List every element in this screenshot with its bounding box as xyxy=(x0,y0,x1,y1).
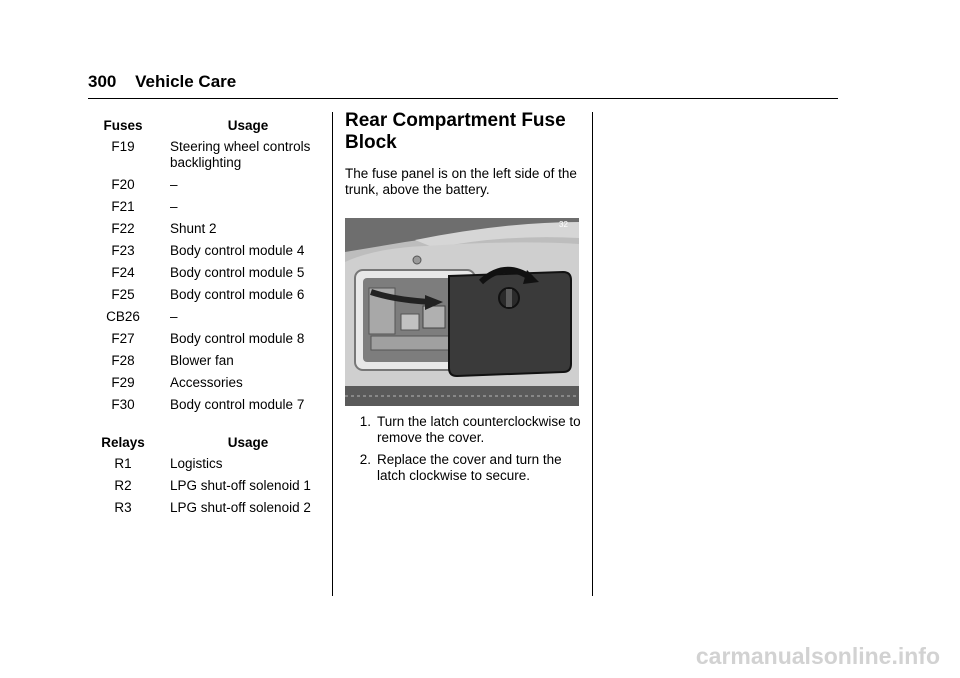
fuse-usage: Shunt 2 xyxy=(170,221,217,236)
table-row xyxy=(88,221,328,237)
fuse-id: F28 xyxy=(111,353,135,368)
table-row xyxy=(88,353,328,369)
relay-usage: LPG shut-off solenoid 2 xyxy=(170,500,311,515)
relays-col-header: Relays xyxy=(101,435,145,450)
fuse-usage: Accessories xyxy=(170,375,243,390)
fuse-id: CB26 xyxy=(106,309,140,324)
rear-fuse-section xyxy=(345,110,583,490)
fuse-usage: Blower fan xyxy=(170,353,234,368)
fuse-usage: Body control module 6 xyxy=(170,287,305,302)
table-row xyxy=(88,331,328,347)
step-text: Turn the latch counterclockwise to remove the cover. xyxy=(377,414,581,445)
table-row xyxy=(88,375,328,391)
intro-text: The fuse panel is on the left side of the trunk, above the battery. xyxy=(345,166,577,197)
list-item xyxy=(345,414,583,446)
list-item xyxy=(345,452,583,484)
table-row xyxy=(88,500,328,516)
fuse-id: F20 xyxy=(111,177,135,192)
fuse-cover-illustration xyxy=(345,218,579,406)
fuse-id: F29 xyxy=(111,375,135,390)
table-row xyxy=(88,139,328,171)
table-row xyxy=(88,243,328,259)
table-row xyxy=(88,265,328,281)
header-rule xyxy=(88,98,838,99)
fuse-column xyxy=(88,112,328,522)
fuse-usage: Body control module 7 xyxy=(170,397,305,412)
page-header xyxy=(88,72,236,92)
fuse-usage: Body control module 5 xyxy=(170,265,305,280)
fuse-usage: – xyxy=(170,199,178,214)
usage-col-header: Usage xyxy=(227,435,269,450)
table-row xyxy=(88,309,328,325)
relay-usage: Logistics xyxy=(170,456,223,471)
table-row xyxy=(88,397,328,413)
fuse-usage: Body control module 8 xyxy=(170,331,305,346)
relay-usage: LPG shut-off solenoid 1 xyxy=(170,478,311,493)
fuse-usage: Steering wheel controls backlighting xyxy=(170,139,311,170)
column-divider xyxy=(592,112,593,596)
steps-list xyxy=(345,414,583,484)
table-row xyxy=(88,177,328,193)
step-number: 1. xyxy=(359,414,371,429)
section-title: Vehicle Care xyxy=(135,72,237,91)
step-text: Replace the cover and turn the latch clockwise to secure. xyxy=(377,452,562,483)
fuse-id: F22 xyxy=(111,221,135,236)
fuse-id: F19 xyxy=(111,139,135,154)
table-row xyxy=(88,456,328,472)
table-row xyxy=(88,199,328,215)
usage-col-header: Usage xyxy=(227,118,269,133)
fuse-usage: – xyxy=(170,309,178,324)
fuse-usage: Body control module 4 xyxy=(170,243,305,258)
relay-id: R2 xyxy=(114,478,132,493)
fuses-table-header xyxy=(88,118,328,134)
column-divider xyxy=(332,112,333,596)
step-number: 2. xyxy=(359,452,371,467)
watermark: carmanualsonline.info xyxy=(695,643,940,669)
fuse-id: F25 xyxy=(111,287,135,302)
fuse-id: F27 xyxy=(111,331,135,346)
fuse-id: F23 xyxy=(111,243,135,258)
fuse-id: F24 xyxy=(111,265,135,280)
relays-table-header xyxy=(88,435,328,451)
section-heading: Rear Compartment Fuse Block xyxy=(345,110,566,153)
relay-id: R1 xyxy=(114,456,132,471)
fuses-col-header: Fuses xyxy=(103,118,143,133)
figure-code: 32 xyxy=(559,220,568,229)
fuse-id: F21 xyxy=(111,199,135,214)
relay-id: R3 xyxy=(114,500,132,515)
page-number: 300 xyxy=(88,72,117,91)
table-row xyxy=(88,287,328,303)
table-row xyxy=(88,478,328,494)
fuse-usage: – xyxy=(170,177,178,192)
fuse-id: F30 xyxy=(111,397,135,412)
